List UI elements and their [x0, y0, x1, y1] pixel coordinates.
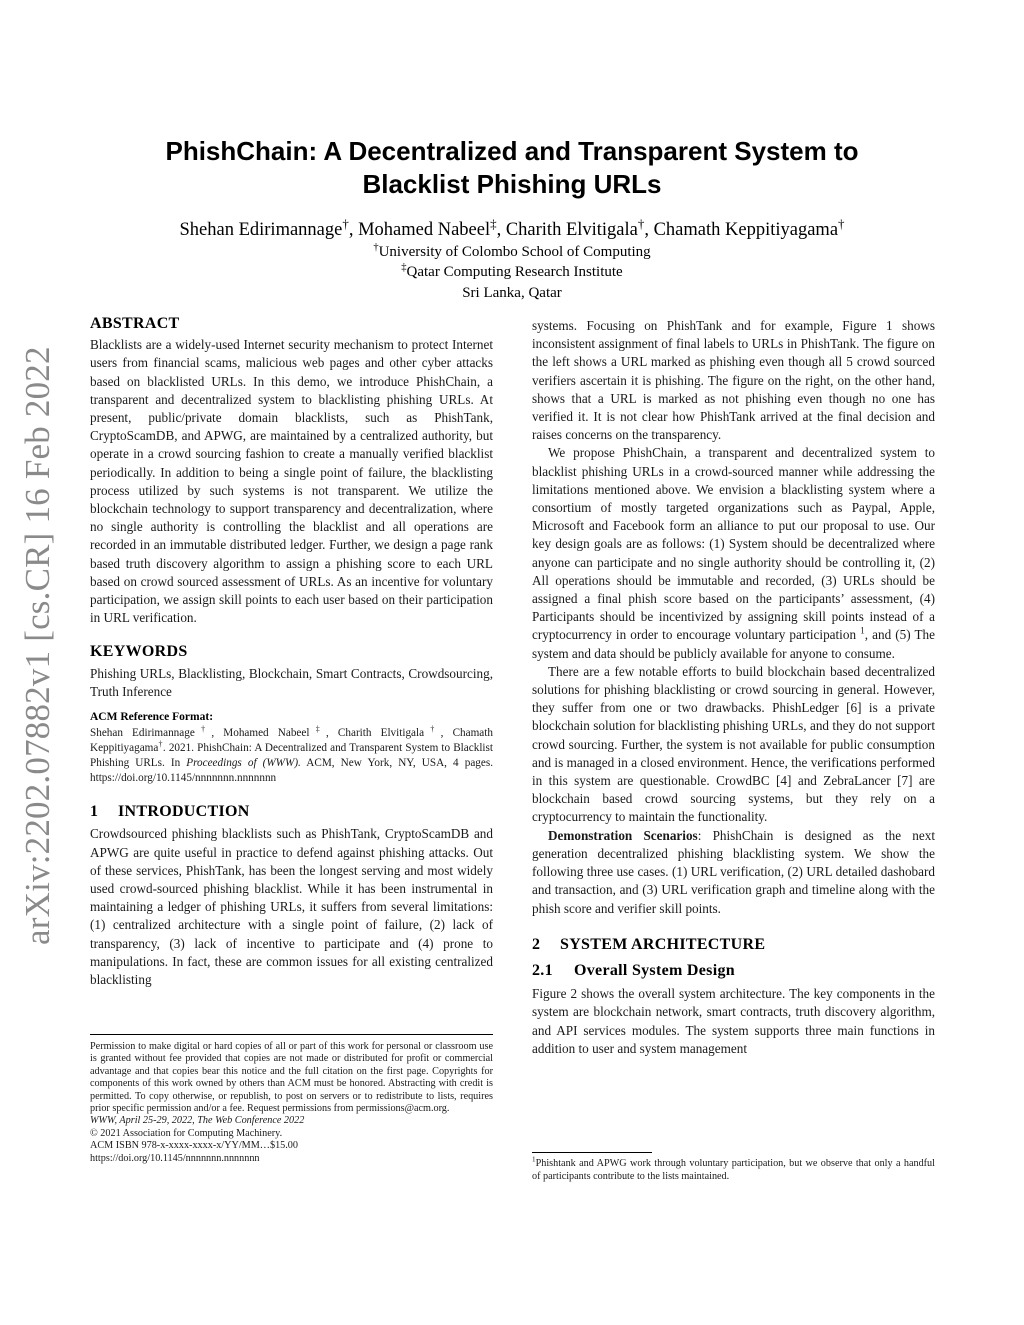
copyright-line: © 2021 Association for Computing Machinery. — [90, 1127, 283, 1139]
author-name: Chamath Keppitiyagama — [653, 220, 839, 240]
footnote-rule — [532, 1152, 652, 1153]
introduction-paragraph-3: There are a few notable efforts to build blockchain based decentralized solutions for phishing blacklisting or crowd sourcing in general. However, they suffer from one or two drawbacks. PhishLedger [6] is a private blockchain solution for blacklisting phishing URLs, and they do not support crowd sourcing. Further, the system is not available for public consumption and is managed in a closed environment. Hence, the verifications performed in this system are questionable. CrowdBC [4] and ZebraLancer [7] are blockchain based crowd sourcing systems, but they rely on a cryptocurrency to maintain the functionality. — [532, 663, 935, 825]
doi-line: https://doi.org/10.1145/nnnnnnn.nnnnnnn — [90, 1152, 260, 1164]
author-affiliation-mark: † — [637, 215, 645, 231]
affiliation-name: University of Colombo School of Computing — [378, 244, 651, 260]
paper-title — [100, 135, 924, 201]
demonstration-scenarios-paragraph: Demonstration Scenarios: PhishChain is designed as the next generation decentralized phishing blacklisting system. We show the following three use cases. (1) URL verification, (2) URL detailed dashobard and transaction, and (3) URL verification graph and timeline along with the phish score and verifier skill points. — [532, 827, 935, 916]
conference-info: WWW, April 25-29, 2022, The Web Conference 2022 — [90, 1115, 305, 1127]
permission-notice — [90, 1041, 493, 1165]
affiliation-1 — [100, 242, 924, 262]
affiliation-mark: † — [373, 242, 379, 253]
acm-reference-heading: ACM Reference Format: — [90, 711, 214, 724]
introduction-heading: 1 INTRODUCTION — [90, 803, 250, 821]
author-name: Mohamed Nabeel — [358, 220, 491, 240]
footnote-reference: 1 — [860, 626, 865, 637]
introduction-paragraph-1-continued: systems. Focusing on PhishTank and for example, Figure 1 shows inconsistent assignment of final labels to URLs in PhishTank. The figure on the left shows a URL marked as phishing even though all 5 crowd sourced verifiers ascertain it is phishing. The figure on the right, on the other hand, shows that a URL is marked as not phishing even though no one has verified it. It is not clear how PhishTank arrived at the final decision and raises concerns on the transparency. — [532, 318, 935, 443]
keywords-heading: KEYWORDS — [90, 643, 188, 661]
author-list: Shehan Edirimannage†, Mohamed Nabeel‡, Charith Elvitigala†, Chamath Keppitiyagama† — [179, 215, 845, 240]
title-line-1: PhishChain: A Decentralized and Transparent System to — [165, 136, 859, 166]
left-column — [90, 315, 493, 989]
introduction-paragraph-2: We propose PhishChain, a transparent and decentralized system to blacklist phishing URLs in a crowd-sourced manner while addressing the limitations mentioned above. We envision a blacklisting system where a consortium of mostly targeted organizations such as Paypal, Apple, Microsoft and Facebook form an alliance to put our proposal to use. Our key design goals are as follows: (1) System should be decentralized where anyone can participate and no single authority should be controlling it, (2) All operations should be immutable and recorded, (3) URLs should be assigned a final phish score based on the participants’ assessment, (4) Participants should be incentivized by assigning skill points instead of a cryptocurrency in order to encourage voluntary participation $^1$, and (5) The system and data should be publicly available for anyone to consume. — [532, 445, 936, 661]
title-line-2: Blacklist Phishing URLs — [362, 169, 662, 199]
isbn-line: ACM ISBN 978-x-xxxx-xxxx-x/YY/MM…$15.00 — [90, 1140, 298, 1152]
author-name: Charith Elvitigala — [505, 220, 638, 240]
author-name: Shehan Edirimannage — [179, 220, 343, 240]
right-column — [532, 317, 935, 1058]
affiliation-name: Qatar Computing Research Institute — [406, 264, 623, 280]
system-architecture-heading: 2 SYSTEM ARCHITECTURE — [532, 935, 766, 953]
abstract-text: Blacklists are a widely-used Internet security mechanism to protect Internet users from financial scams, malicious web pages and other cyber attacks based on blacklisted URLs. In this demo, we introduce PhishChain, a transparent and decentralized system to blacklisting phishing URLs. At present, public/private domain blacklists, such as PhishTank, CryptoScamDB, and APWG, are maintained by a centralized authority, but operate in a crowd sourcing fashion to create a manually verified blacklist periodically. In addition to being a single point of failure, the blacklisting process utilized by such systems is not transparent. We utilize the blockchain technology to support transparency and decentralization, where no single authority is controlling the blacklist and all operations are recorded in an immutable distributed ledger. Further, we design a page rank based truth discovery algorithm to assign a phishing score to each URL based on crowd sourced assessment of URLs. As an incentive for voluntary participation, we assign skill points to each user based on their participation in URL verification. — [90, 337, 493, 626]
footnote-divider — [90, 1034, 493, 1035]
author-affiliation-mark: ‡ — [490, 215, 497, 231]
acm-reference-text: Shehan Edirimannage†, Mohamed Nabeel‡, Charith Elvitigala†, Chamath Keppitiyagama†. 2021. PhishChain: A Decentralized and Transparent System to Blacklist Phishing URLs. In Proceedings of (WWW). ACM, New York, NY, USA, 4 pages. https://doi.org/10.1145/nnnnnnn.nnnnnnn — [90, 724, 493, 785]
author-affiliation-mark: † — [838, 215, 845, 231]
footnote-text: Phishtank and APWG work through voluntary participation, but we observe that only a handful of participants contribute to the lists maintained. — [532, 1158, 935, 1182]
author-affiliation-mark: † — [342, 215, 349, 231]
affiliation-mark: ‡ — [401, 262, 407, 273]
footnote — [532, 1155, 935, 1183]
keywords-text: Phishing URLs, Blacklisting, Blockchain, Smart Contracts, Crowdsourcing, Truth Inference — [90, 665, 493, 699]
overall-system-design-heading: 2.1 Overall System Design — [532, 961, 735, 979]
affiliation-2 — [100, 262, 924, 282]
location: Sri Lanka, Qatar — [462, 285, 562, 301]
abstract-heading: ABSTRACT — [90, 315, 180, 332]
introduction-paragraph-1: Crowdsourced phishing blacklists such as PhishTank, CryptoScamDB and APWG are quite useful in practice to defend against phishing attacks. Out of these services, PhishTank, has been the longest serving and most widely used crowd-sourced phishing blacklist. While it has been instrumental in maintaining a ledger of phishing URLs, it suffers from several limitations: (1) centralized architecture with a single point of failure, (2) lack of transparency, (3) lack of incentive to participate and (4) prone to manipulations. In fact, these are common issues for all existing centralized blacklisting — [90, 826, 493, 988]
permission-text: Permission to make digital or hard copies of all or part of this work for personal or classroom use is granted without fee provided that copies are not made or distributed for profit or commercial advantage and that copies bear this notice and the full citation on the first page. Copyrights for components of this work owned by others than ACM must be honored. Abstracting with credit is permitted. To copy otherwise, or republish, to post on servers or to redistribute to lists, requires prior specific permission and/or a fee. Request permissions from permissions@acm.org. — [90, 1041, 493, 1115]
arxiv-identifier: arXiv:2202.07882v1 [cs.CR] 16 Feb 2022 — [18, 346, 57, 945]
system-architecture-paragraph: Figure 2 shows the overall system architecture. The key components in the system are blockchain network, smart contracts, truth discovery algorithm, and API services modules. The system supports three main functions in addition to user and system management — [532, 986, 935, 1056]
footnote-mark: 1 — [532, 1155, 536, 1164]
